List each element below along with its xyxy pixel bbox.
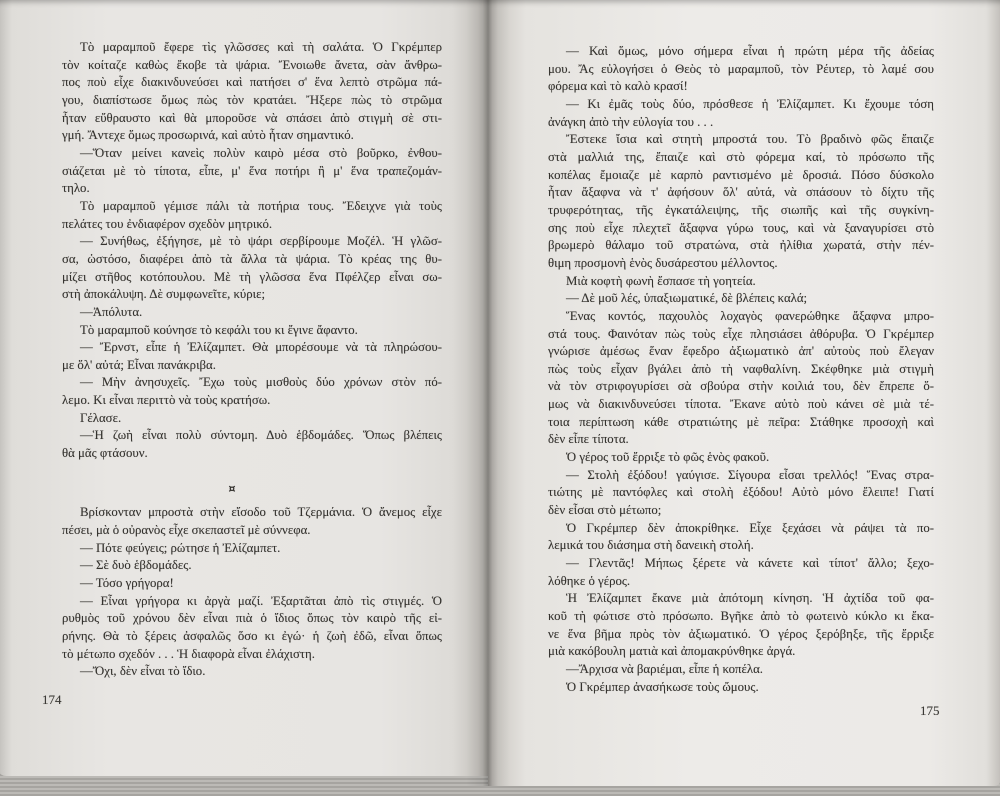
right-page-text (548, 43, 934, 696)
text-line: — Δὲ μοῦ λές, ὑπαξιωματικέ, δὲ βλέπεις καλά; (566, 291, 808, 306)
text-line: τηλο. (62, 181, 90, 196)
text-line: Γέλασε. (80, 410, 122, 425)
text-line: Ἕνας κοντός, παχουλὸς λοχαγὸς φανερώθηκε ἄξαφνα μπρο- (566, 308, 934, 323)
text-line: τὸ μέτωπο σχεδόν . . . Ἡ διαφορὰ εἶναι ἐλάχιστη. (62, 646, 315, 661)
text-line: Ἡ Ἐλίζαμπετ ἔκανε μιὰ ἀπότομη κίνηση. Ἡ ἀχτίδα τοῦ φα- (566, 591, 934, 606)
text-line: Τὸ μαραμποῦ κούνησε τὸ κεφάλι του κι ἔγινε ἄφαντο. (80, 322, 358, 337)
text-line: γου, διαπίστωσε ὅμως πὼς τὸν κρατάει. Ἤξερε πὼς τὸ στρῶμα (62, 92, 442, 107)
text-line: πελάτες του ἐνδιαφέρον σχεδὸν μητρικό. (62, 216, 273, 231)
left-page-text (62, 39, 442, 681)
text-line: — Μὴν ἀνησυχεῖς. Ἔχω τοὺς μισθοὺς δύο χρόνων στὸν πό- (80, 375, 442, 390)
text-line: ρήνης. Θὰ τὸ ξέρεις ἀσφαλῶς ὅσο κι ἐγώ· ἡ ζωὴ ἐδῶ, εἶναι ὅπως (62, 629, 442, 643)
text-line: μου. Ἄς εὐλογήσει ὁ Θεὸς τὸ μαραμποῦ, τὸν Ρέυτερ, τὸ λαμέ σου (548, 61, 934, 76)
text-line: γμή. Ἄντεχε ὅμως προσωρινά, καὶ αὐτὸ ἦταν σημαντικό. (62, 128, 354, 143)
text-line: ἀνάγκη ἀπὸ τὴν εὐλογία του . . . (548, 114, 714, 129)
text-line: θὰ μᾶς φτάσουν. (62, 446, 148, 461)
text-line: με ὅλ' αὐτά; Εἶναι πανάκριβα. (62, 357, 216, 372)
text-line: κοπέλας ἔμοιαζε μὲ καρπὸ ραντισμένο μὲ δροσιά. Πόσο δύσκολο (548, 167, 934, 182)
text-line: πὼς τοὺς εἶχαν βγάλει ἀπὸ τὴ ναφθαλίνη. Σκέφθηκε μιὰ στιγμὴ (548, 361, 934, 376)
text-line: — Συνήθως, ἐξήγησε, μὲ τὸ ψάρι σερβίρουμε Μοζέλ. Ἡ γλῶσ- (80, 234, 442, 249)
text-line: μως νὰ διακινδυνεύσει τίποτα. Ἔκανε αὐτὸ ποὺ κάνει σὲ μιὰ τέ- (548, 397, 934, 412)
text-line: νὰ τὸν στριφογυρίσει σὰ σβούρα στὴν κοιλιά του, δὲν ἔπρεπε ὅ- (548, 379, 934, 394)
text-line: μιὰ κακόβουλη ματιὰ καὶ ἀπομακρύνθηκε ἀργά. (548, 644, 796, 659)
text-line: στά τους. Φαινόταν πὼς τοὺς εἶχε πλησιάσει ἀθόρυβα. Ὁ Γκρέμπερ (548, 326, 934, 341)
text-line: στὰ μαλλιά της, ἔπαιζε καὶ στὸ φόρεμα καί, τὸ πρόσωπο τῆς (548, 149, 934, 164)
text-line: —Ἡ ζωὴ εἶναι πολὺ σύντομη. Δυὸ ἑβδομάδες. Ὅπως βλέπεις (80, 428, 442, 443)
text-line: —Ὅταν μείνει κανεὶς πολὺν καιρὸ μέσα στὸ βοῦρκο, ἐνθου- (80, 145, 442, 160)
text-line: τοια περίπτωση κάθε στρατιώτης μὲ πεῖρα: Στάθηκε προσοχὴ καὶ (548, 414, 934, 429)
text-line: πος ποὺ εἶχε διακινδυνεύσει καὶ πατήσει σ' ἕνα λεπτὸ στρῶμα πά- (62, 75, 442, 90)
left-page-number: 174 (42, 692, 62, 707)
text-line: κοῦ τὴ φώτισε στὸ πρόσωπο. Βγῆκε ἀπὸ τὸ φωτεινὸ κύκλο κι ἔκα- (548, 609, 934, 623)
book-gutter-shadow (466, 0, 510, 786)
text-line: δὲν εἶσαι στὸ μέτωπο; (548, 503, 662, 518)
text-line: Βρίσκονταν μπροστὰ στὴν εἴσοδο τοῦ Τζερμάνια. Ὁ ἄνεμος εἶχε (80, 505, 442, 520)
text-line: τὸν κοίταζε καθὼς ἔκοβε τὰ ψάρια. Ἔνοιωθε ἄνετα, σὰν ἄνθρω- (62, 57, 442, 72)
text-line: Ὁ Γκρέμπερ δὲν ἀποκρίθηκε. Εἶχε ξεχάσει νὰ ράψει τὰ πο- (566, 520, 934, 535)
text-line: σης ποὺ εἶχε πλεχτεῖ ἄξαφνα γύρω τους, καὶ νὰ ξαναγυρίσει στὸ (548, 220, 934, 235)
text-line: τρυφερότητας, τῆς ἐγκατάλειψης, τῆς σιωπῆς καὶ τῆς συγκίνη- (548, 202, 934, 217)
text-line: σα, ὡστόσο, διαφέρει ἀπὸ τὰ ἄλλα τὰ ψάρια. Τὸ κρέας της θυ- (62, 251, 442, 266)
text-line: Ὁ γέρος τοῦ ἔρριξε τὸ φῶς ἑνὸς φακοῦ. (566, 450, 770, 465)
text-line: —Ἄρχισα νὰ βαριέμαι, εἶπε ἡ κοπέλα. (566, 661, 763, 676)
right-page-number: 175 (920, 703, 940, 718)
text-line: σιάζεται μὲ τὸ τίποτα, εἶπε, μ' ἕνα ποτήρι ἢ μ' ἕνα τραπεζομάν- (62, 163, 442, 178)
text-line: — Τόσο γρήγορα! (80, 576, 174, 591)
text-line: ἦταν ἄξαφνα νὰ τ' ἀφήσουν ὅλ' αὐτά, νὰ σπάσουν τὸ δίχτυ τῆς (548, 185, 934, 200)
text-line: — Εἶναι γρήγορα κι ἀργὰ μαζί. Ἐξαρτᾶται ἀπὸ τὶς στιγμές. Ὁ (80, 593, 442, 608)
text-line: — Πότε φεύγεις; ρώτησε ἡ Ἐλίζαμπετ. (80, 540, 281, 555)
text-line: μίζει στῆθος κοτόπουλου. Μὲ τὴ γλῶσσα ἕνα Πφέλζερ εἶναι σω- (62, 269, 442, 284)
text-line: — Γλεντᾶς! Μήπως ξέρετε νὰ κάνετε καὶ τίποτ' ἄλλο; ξεχο- (566, 556, 934, 571)
text-line: Μιὰ κοφτὴ φωνὴ ἔσπασε τὴ γοητεία. (566, 273, 756, 288)
text-line: — Κι ἐμᾶς τοὺς δύο, πρόσθεσε ἡ Ἐλίζαμπετ. Κι ἔχουμε τόση (566, 96, 934, 111)
text-line: δὲν εἶπε τίποτα. (548, 432, 629, 447)
text-line: πέσει, μὰ ὁ οὐρανὸς εἶχε σκεπαστεῖ μὲ σύννεφα. (62, 523, 311, 538)
text-line: θιμη προσμονὴ ἑνὸς δυσάρεστου μέλλοντος. (548, 255, 778, 270)
text-line: — Σὲ δυὸ ἑβδομάδες. (80, 558, 192, 573)
text-line: φόρεμα καὶ τὸ καλὸ κρασί! (548, 79, 688, 94)
text-line: —Ὄχι, δὲν εἶναι τὸ ἴδιο. (80, 664, 206, 679)
text-line: λεμικά του διάσημα στὴ δανεικὴ στολή. (548, 538, 754, 553)
text-line: λεμο. Κι εἶναι περιττὸ νὰ τοὺς κρατήσω. (62, 393, 271, 408)
text-line: Τὸ μαραμποῦ ἔφερε τὶς γλῶσσες καὶ τὴ σαλάτα. Ὁ Γκρέμπερ (80, 40, 442, 54)
text-line: λόθηκε ὁ γέρος. (548, 573, 631, 588)
text-line: — Ἔρνστ, εἶπε ἡ Ἐλίζαμπετ. Θὰ μπορέσουμε νὰ τὰ πληρώσου- (80, 340, 442, 355)
text-line: Ἔστεκε ἴσια καὶ στητὴ μπροστά του. Τὸ βραδινὸ φῶς ἔπαιζε (566, 132, 934, 147)
text-line: — Καὶ ὅμως, μόνο σήμερα εἶναι ἡ πρώτη μέρα τῆς ἀδείας (566, 44, 934, 58)
text-line: Τὸ μαραμποῦ γέμισε πάλι τὰ ποτήρια τους. Ἔδειχνε γιὰ τοὺς (80, 198, 442, 213)
text-line: γνώρισε ἀμέσως ἕναν ἔφεδρο ἀξιωματικὸ ἀπ' αὐτοὺς ποὺ ἔλεγαν (548, 344, 934, 359)
text-line: στὴ ἀποκάλυψη. Δὲ συμφωνεῖτε, κύριε; (62, 287, 266, 302)
text-line: ἦταν εὔθραυστο καὶ θὰ μποροῦσε νὰ σπάσει ἀπὸ στιγμὴ σὲ στι- (62, 110, 442, 125)
text-line: — Στολὴ ἐξόδου! γαύγισε. Σίγουρα εἶσαι τρελλός! Ἕνας στρα- (566, 467, 934, 482)
section-break-ornament: ¤ (228, 481, 236, 495)
text-line: ρυθμὸς τοῦ χρόνου δὲν εἶναι πιὰ ὁ ἴδιος ὅπως τὸν καιρὸ τῆς εἰ- (62, 611, 442, 626)
text-line: βρωμερὸ θάλαμο τοῦ στρατώνα, στὰ ἠλίθια χωρατά, στὴν πέν- (548, 238, 934, 253)
text-line: νε ἕνα βῆμα πρὸς τὸν ἀξιωματικό. Ὁ γέρος ξερόβηξε, τῆς ἔρριξε (548, 626, 934, 641)
text-line: τιώτης μὲ παντόφλες καὶ στολὴ ἐξόδου! Αὐτὸ μόνο ἔλειπε! Γιατί (548, 485, 934, 500)
text-line: —Ἀπόλυτα. (80, 304, 143, 319)
text-line: Ὁ Γκρέμπερ ἀνασήκωσε τοὺς ὤμους. (566, 679, 759, 694)
